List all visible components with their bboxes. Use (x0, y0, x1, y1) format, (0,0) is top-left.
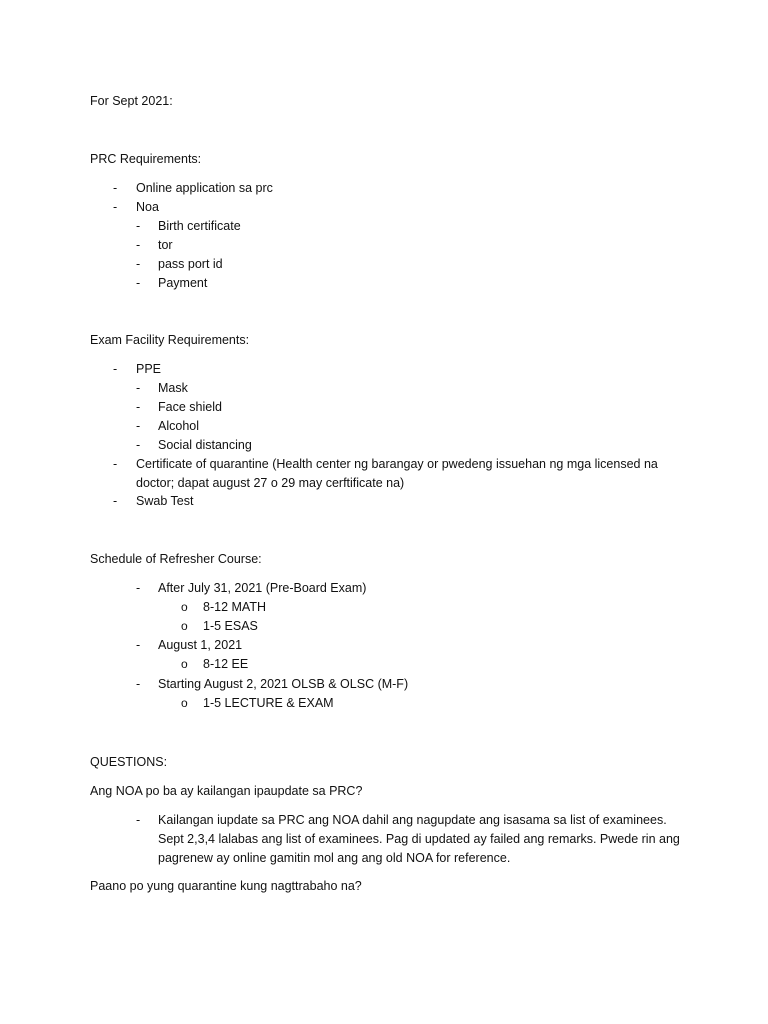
bullet-dash: - (136, 276, 141, 290)
date-heading: For Sept 2021: (90, 94, 173, 108)
bullet-dash: - (113, 494, 118, 508)
prc-sub-item: tor (158, 238, 173, 252)
bullet-dash: - (113, 181, 118, 195)
prc-item: Online application sa prc (136, 181, 273, 195)
prc-sub-item: pass port id (158, 257, 223, 271)
schedule-sub-item: 8-12 MATH (203, 600, 266, 614)
answer-1: Kailangan iupdate sa PRC ang NOA dahil ang nagupdate ang isasama sa list of examinees. Sept 2,3,4 lalabas ang list of examinees. Pag di updated ay failed ang remarks. Pwede rin ang pagrenew ay online gamitin mol ang ang old NOA for reference. (158, 813, 680, 865)
schedule-entry: August 1, 2021 (158, 638, 243, 652)
bullet-dash: - (136, 677, 141, 691)
questions-title: QUESTIONS: (90, 755, 168, 769)
schedule-sub-item: 8-12 EE (203, 657, 249, 671)
bullet-dash: - (136, 813, 141, 827)
exam-requirements-title: Exam Facility Requirements: (90, 333, 250, 347)
bullet-circle: o (181, 657, 188, 671)
bullet-dash: - (113, 362, 118, 376)
bullet-dash: - (136, 238, 141, 252)
bullet-dash: - (136, 638, 141, 652)
schedule-sub-item: 1-5 LECTURE & EXAM (203, 696, 334, 710)
bullet-dash: - (113, 457, 118, 471)
bullet-dash: - (136, 219, 141, 233)
schedule-entry: After July 31, 2021 (Pre-Board Exam) (158, 581, 367, 595)
bullet-dash: - (113, 200, 118, 214)
prc-item: Noa (136, 200, 159, 214)
ppe-item: Mask (158, 381, 188, 395)
bullet-dash: - (136, 419, 141, 433)
bullet-circle: o (181, 600, 188, 614)
prc-sub-item: Payment (158, 276, 208, 290)
bullet-dash: - (136, 400, 141, 414)
schedule-title: Schedule of Refresher Course: (90, 552, 262, 566)
bullet-dash: - (136, 438, 141, 452)
exam-item-swab: Swab Test (136, 494, 194, 508)
ppe-item: Social distancing (158, 438, 252, 452)
schedule-sub-item: 1-5 ESAS (203, 619, 258, 633)
schedule-entry: Starting August 2, 2021 OLSB & OLSC (M-F) (158, 677, 409, 691)
bullet-dash: - (136, 381, 141, 395)
prc-requirements-title: PRC Requirements: (90, 152, 202, 166)
question-1: Ang NOA po ba ay kailangan ipaupdate sa PRC? (90, 784, 363, 798)
bullet-circle: o (181, 619, 188, 633)
bullet-circle: o (181, 696, 188, 710)
ppe-item: Face shield (158, 400, 222, 414)
ppe-item: Alcohol (158, 419, 199, 433)
bullet-dash: - (136, 581, 141, 595)
exam-item-ppe: PPE (136, 362, 162, 376)
prc-sub-item: Birth certificate (158, 219, 241, 233)
question-2: Paano po yung quarantine kung nagttrabaho na? (90, 879, 362, 893)
bullet-dash: - (136, 257, 141, 271)
exam-item-certificate: Certificate of quarantine (Health center ng barangay or pwedeng issuehan ng mga licensed na doctor; dapat august 27 o 29 may cerftificate na) (136, 457, 658, 490)
